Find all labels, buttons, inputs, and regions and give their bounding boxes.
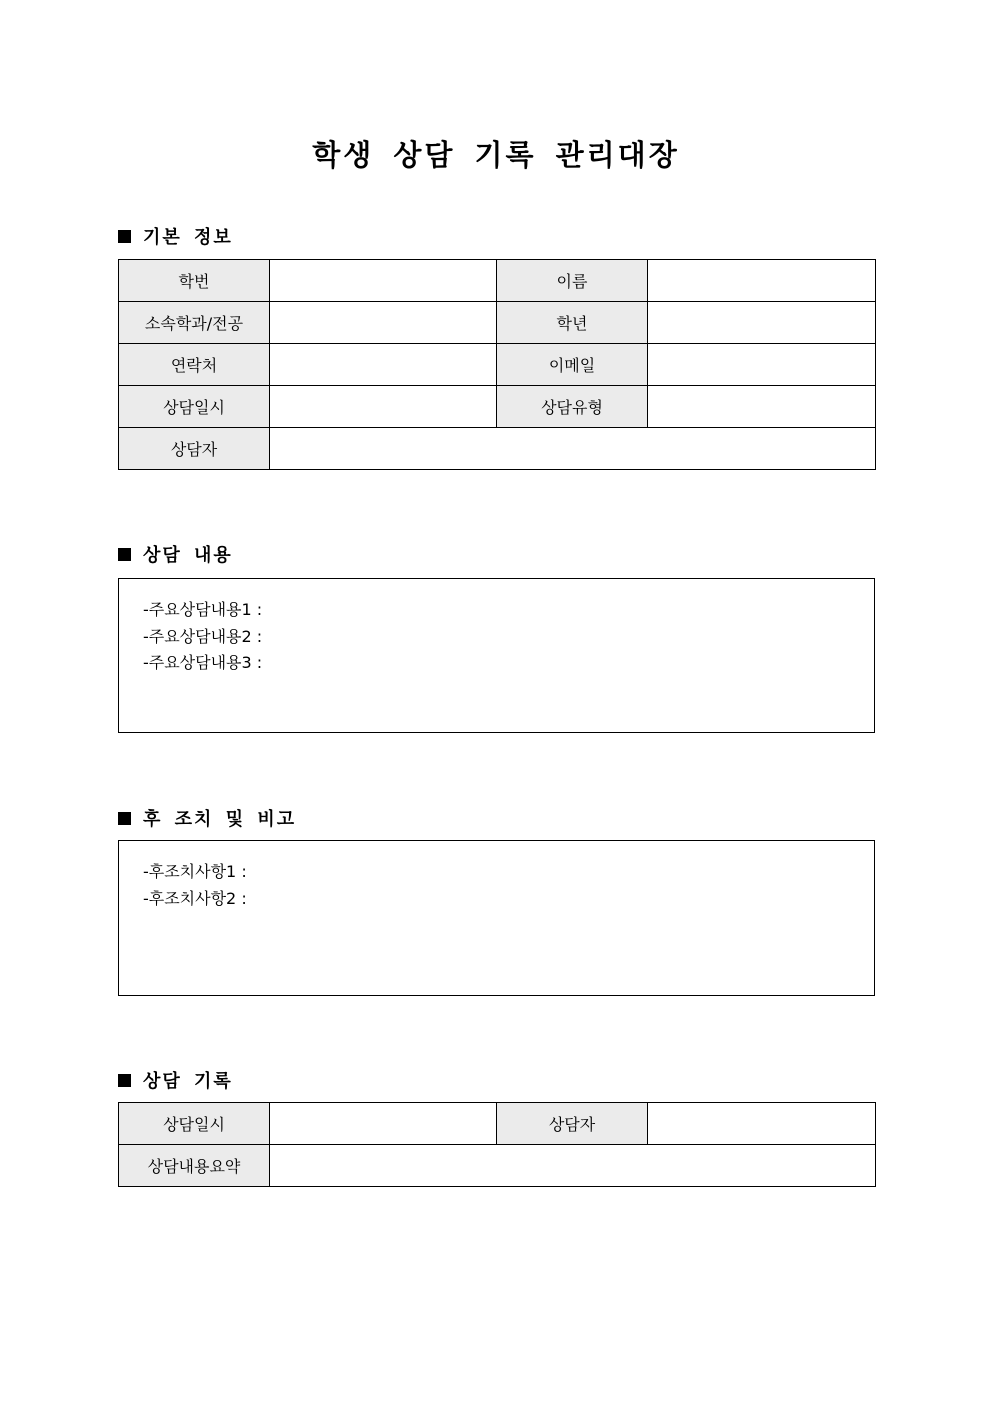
section-heading-followup — [118, 805, 296, 831]
table-row — [119, 386, 876, 428]
table-row — [119, 260, 876, 302]
content-line-2: -주요상담내용2 : — [143, 626, 263, 646]
section-heading-label: 상담 내용 — [143, 545, 233, 566]
field-grade[interactable] — [648, 302, 876, 344]
label-summary: 상담내용요약 — [119, 1145, 270, 1187]
field-counselor[interactable] — [270, 428, 876, 470]
section-heading-record — [118, 1067, 233, 1093]
section-heading-label: 기본 정보 — [143, 227, 233, 248]
field-counsel-type[interactable] — [648, 386, 876, 428]
label-student-id: 학번 — [119, 260, 270, 302]
table-row — [119, 302, 876, 344]
field-record-counselor[interactable] — [648, 1103, 876, 1145]
label-grade: 학년 — [497, 302, 648, 344]
field-name[interactable] — [648, 260, 876, 302]
counsel-content-box[interactable] — [118, 578, 875, 733]
field-contact[interactable] — [270, 344, 497, 386]
square-bullet-icon — [118, 812, 131, 825]
table-row — [119, 1145, 876, 1187]
basic-info-table — [118, 259, 876, 470]
section-heading-label: 상담 기록 — [143, 1071, 233, 1092]
content-line-3: -주요상담내용3 : — [143, 653, 263, 672]
label-counselor: 상담자 — [119, 428, 270, 470]
field-record-datetime[interactable] — [270, 1103, 497, 1145]
square-bullet-icon — [118, 548, 131, 561]
page-title: 학생 상담 기록 관리대장 — [312, 138, 680, 172]
field-email[interactable] — [648, 344, 876, 386]
label-record-counselor: 상담자 — [497, 1103, 648, 1145]
label-email: 이메일 — [497, 344, 648, 386]
field-student-id[interactable] — [270, 260, 497, 302]
label-contact: 연락처 — [119, 344, 270, 386]
section-heading-basic-info — [118, 223, 233, 249]
square-bullet-icon — [118, 230, 131, 243]
field-summary[interactable] — [270, 1145, 876, 1187]
followup-line-2: -후조치사항2 : — [143, 888, 247, 908]
field-counsel-datetime[interactable] — [270, 386, 497, 428]
followup-box[interactable] — [118, 840, 875, 996]
content-line-1: -주요상담내용1 : — [143, 600, 263, 619]
followup-line-1: -후조치사항1 : — [143, 862, 247, 881]
label-record-datetime: 상담일시 — [119, 1103, 270, 1145]
section-heading-content — [118, 541, 233, 567]
label-name: 이름 — [497, 260, 648, 302]
table-row — [119, 344, 876, 386]
label-counsel-type: 상담유형 — [497, 386, 648, 428]
label-counsel-datetime: 상담일시 — [119, 386, 270, 428]
table-row — [119, 1103, 876, 1145]
section-heading-label: 후 조치 및 비고 — [143, 809, 297, 830]
square-bullet-icon — [118, 1074, 131, 1087]
field-department[interactable] — [270, 302, 497, 344]
table-row — [119, 428, 876, 470]
label-department: 소속학과/전공 — [119, 302, 270, 344]
record-table — [118, 1102, 876, 1187]
